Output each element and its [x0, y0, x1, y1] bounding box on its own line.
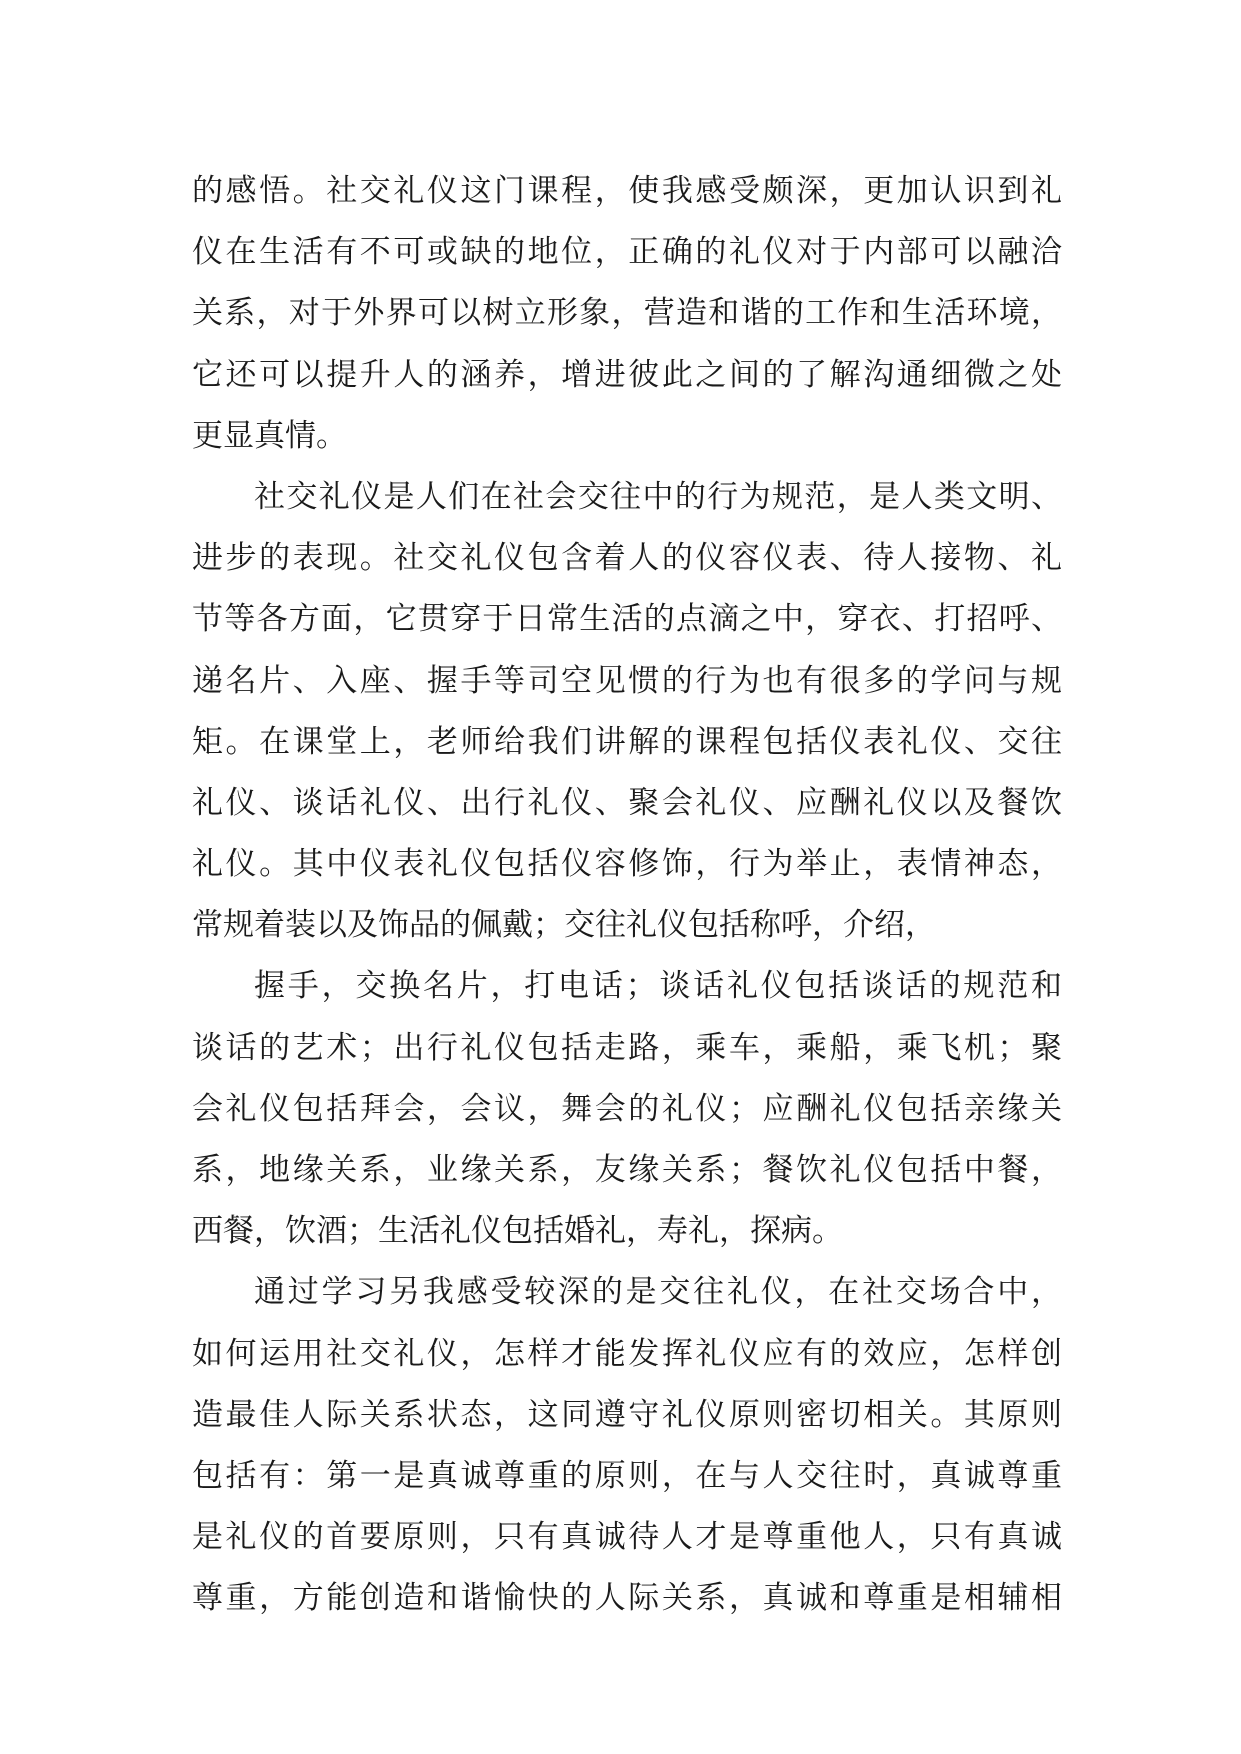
text-line: 如何运用社交礼仪，怎样才能发挥礼仪应有的效应，怎样创 — [192, 1335, 1062, 1372]
text-line: 社交礼仪是人们在社会交往中的行为规范，是人类文明、 — [254, 478, 1062, 515]
text-line: 常规着装以及饰品的佩戴；交往礼仪包括称呼，介绍， — [192, 907, 936, 944]
paragraph-1 — [192, 161, 1062, 467]
paragraph-3 — [192, 956, 1062, 1262]
text-line: 进步的表现。社交礼仪包含着人的仪容仪表、待人接物、礼 — [192, 540, 1062, 577]
text-line: 会礼仪包括拜会，会议，舞会的礼仪；应酬礼仪包括亲缘关 — [192, 1090, 1062, 1127]
text-line: 节等各方面，它贯穿于日常生活的点滴之中，穿衣、打招呼、 — [192, 601, 1062, 638]
text-line: 关系，对于外界可以树立形象，营造和谐的工作和生活环境， — [192, 295, 1062, 332]
text-line: 礼仪。其中仪表礼仪包括仪容修饰，行为举止，表情神态， — [192, 846, 1062, 883]
text-line: 仪在生活有不可或缺的地位，正确的礼仪对于内部可以融洽 — [192, 234, 1062, 271]
text-line: 礼仪、谈话礼仪、出行礼仪、聚会礼仪、应酬礼仪以及餐饮 — [192, 784, 1062, 821]
text-line: 谈话的艺术；出行礼仪包括走路，乘车，乘船，乘飞机；聚 — [192, 1029, 1062, 1066]
text-line: 西餐，饮酒；生活礼仪包括婚礼，寿礼，探病。 — [192, 1213, 843, 1250]
text-line: 造最佳人际关系状态，这同遵守礼仪原则密切相关。其原则 — [192, 1396, 1062, 1433]
text-line: 矩。在课堂上，老师给我们讲解的课程包括仪表礼仪、交往 — [192, 723, 1062, 760]
text-line: 更显真情。 — [192, 417, 347, 454]
text-line: 它还可以提升人的涵养，增进彼此之间的了解沟通细微之处 — [192, 356, 1062, 393]
text-line: 握手，交换名片，打电话；谈话礼仪包括谈话的规范和 — [254, 968, 1062, 1005]
text-line: 系，地缘关系，业缘关系，友缘关系；餐饮礼仪包括中餐， — [192, 1152, 1062, 1188]
text-line: 包括有：第一是真诚尊重的原则，在与人交往时，真诚尊重 — [192, 1457, 1062, 1494]
text-line: 通过学习另我感受较深的是交往礼仪，在社交场合中， — [254, 1274, 1062, 1311]
body-text — [192, 161, 1062, 1630]
text-line: 是礼仪的首要原则，只有真诚待人才是尊重他人，只有真诚 — [192, 1519, 1062, 1556]
text-line: 递名片、入座、握手等司空见惯的行为也有很多的学问与规 — [192, 662, 1062, 699]
paragraph-4 — [192, 1262, 1062, 1629]
paragraph-2 — [192, 467, 1062, 957]
text-line: 的感悟。社交礼仪这门课程，使我感受颇深，更加认识到礼 — [192, 173, 1062, 209]
text-line: 尊重，方能创造和谐愉快的人际关系，真诚和尊重是相辅相 — [192, 1580, 1062, 1617]
